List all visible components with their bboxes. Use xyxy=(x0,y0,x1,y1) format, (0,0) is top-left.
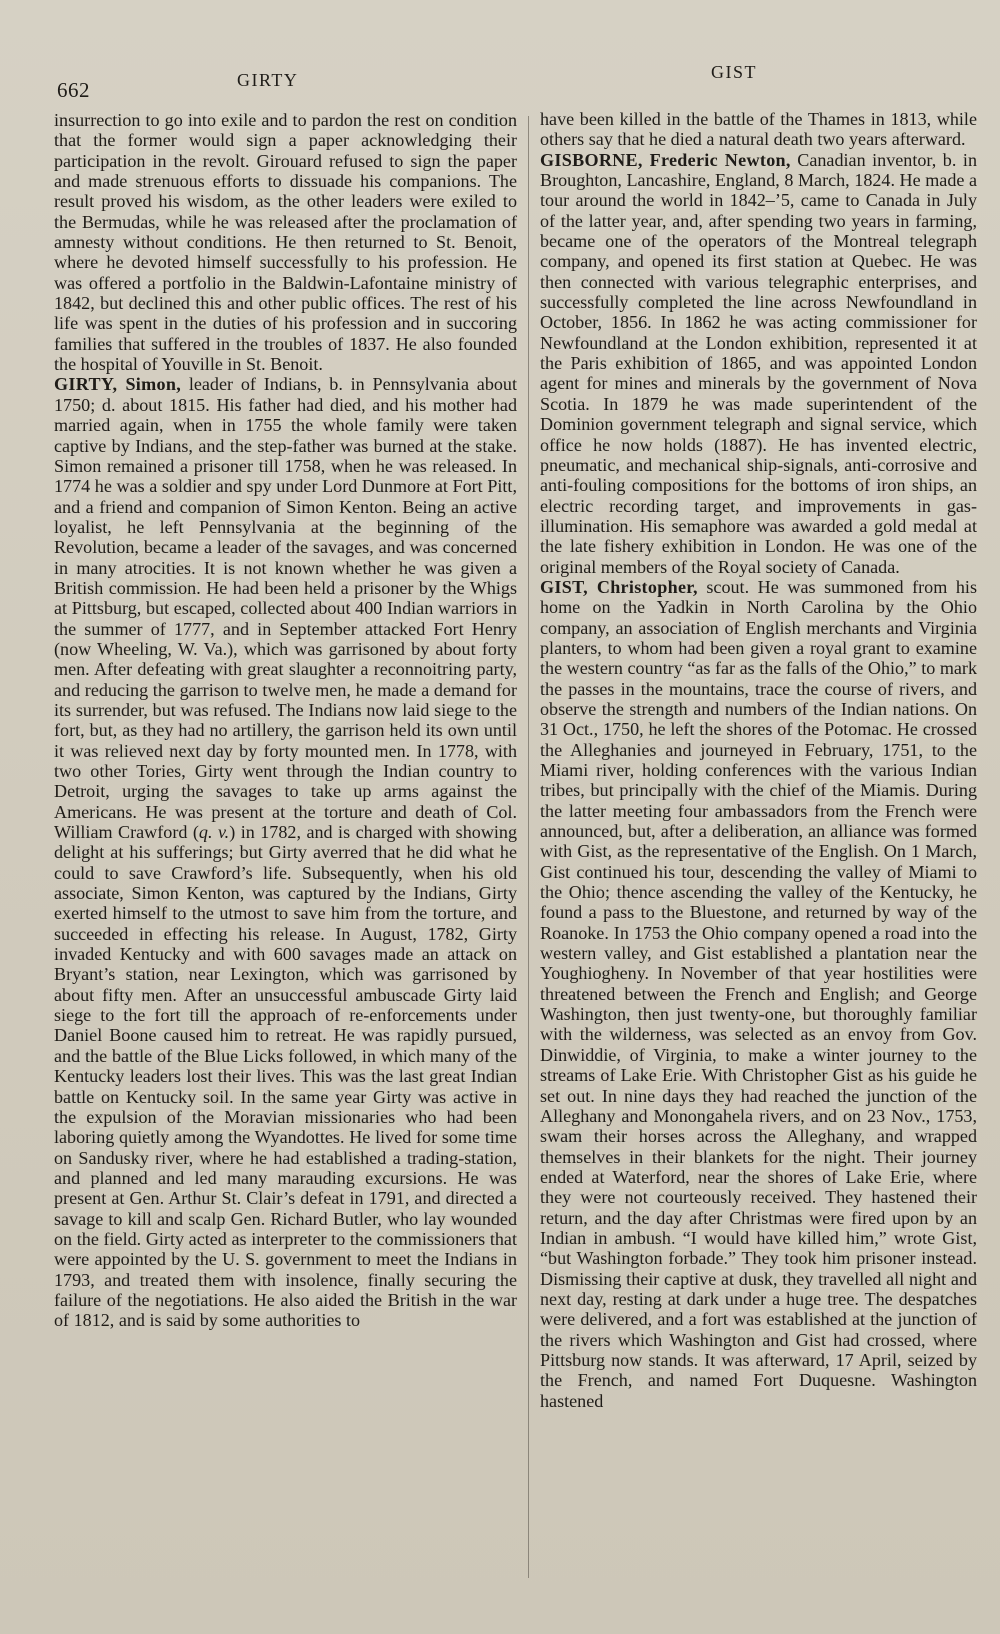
entry-text: scout. He was summoned from his home on the Yadkin in North Carolina by the Ohio company, an association of English merchants and Virginia planters, to whom had been given a royal grant to examine the western country “as far as the falls of the Ohio,” to mark the passes in the mountains, trace the course of rivers, and observe the strength and numbers of the Indian nations. On 31 Oct., 1750, he left the shores of the Potomac. He crossed the Alleghanies and journeyed in February, 1751, to the Miami river, holding conferences with the various Indian tribes, but principally with the chief of the Miamis. During the latter meeting four ambassadors from the French were announced, but, after a deliberation, an alliance was formed with Gist, as the representative of the English. On 1 March, Gist continued his tour, descending the valley of Miami to the Ohio; thence ascending the valley of the Kentucky, he found a pass to the Bluestone, and returned by way of the Roanoke. In 1753 the Ohio company opened a road into the western valley, and Gist established a plantation near the Youghiogheny. In November of that year hostilities were threatened between the French and English; and George Washington, then just twenty-one, but thoroughly familiar with the wilderness, was selected as an envoy from Gov. Dinwiddie, of Virginia, to make a winter journey to the streams of Lake Erie. With Christopher Gist as his guide he set out. In nine days they had reached the junction of the Alleghany and Monongahela rivers, and on 23 Nov., 1753, swam their horses across the Alleghany, and wrapped themselves in their blankets for the night. Their journey ended at Waterford, near the shores of Lake Erie, where they were not courteously received. They hastened their return, and the day after Christmas were fired upon by an Indian in ambush. “I would have killed him,” wrote Gist, “but Washington forbade.” They took him prisoner instead. Dismissing their captive at dusk, they travelled all night and next day, resting at dark under a huge tree. The despatches were delivered, and a fort was established at the junction of the rivers which Washington and Gist had crossed, where Pittsburg now stands. It was afterward, 17 April, seized by the French, and named Fort Duquesne. Washington hastened xyxy=(540,576,977,1411)
headword-girty: GIRTY, Simon, xyxy=(54,374,182,395)
column-divider xyxy=(528,116,529,1578)
right-running-head: GIST xyxy=(711,62,757,82)
entry-girty-simon xyxy=(54,374,517,1330)
left-column xyxy=(54,110,517,1331)
entry-text: Canadian inventor, b. in Broughton, Lancashire, England, 8 March, 1824. He made a tour around the world in 1842–’5, came to Canada in July of the latter year, and, after spending two years in farming, became one of the operators of the Montreal telegraph company, and opened its first station at Quebec. He was then connected with various telegraphic enterprises, and successfully completed the line across Newfoundland in October, 1856. In 1862 he was acting commissioner for Newfoundland at the London exhibition, represented it at the Paris exhibition of 1865, and was appointed London agent for mines and minerals by the government of Nova Scotia. In 1879 he was made superintendent of the Dominion government telegraph and signal service, which office he now holds (1887). He has invented electric, pneumatic, and mechanical ship-signals, anti-corrosive and anti-fouling compositions for the bottoms of iron ships, an electric recording target, and improvements in gas-illumination. His semaphore was awarded a gold medal at the late fishery exhibition in London. He was one of the original members of the Royal society of Canada. xyxy=(540,149,977,577)
entry-text: ) in 1782, and is charged with showing delight at his sufferings; but Girty averred that he did what he could to save Crawford’s life. Subsequently, when his old associate, Simon Kenton, was captured by the Indians, Girty exerted himself to the utmost to save him from the torture, and succeeded in effecting his release. In August, 1782, Girty invaded Kentucky and with 600 savages made an attack on Bryant’s station, near Lexington, which was garrisoned by about fifty men. After an unsuccessful ambuscade Girty laid siege to the fort till the approach of re-enforcements under Daniel Boone caused him to retreat. He was rapidly pursued, and the battle of the Blue Licks followed, in which many of the Kentucky leaders lost their lives. This was the last great Indian battle on Kentucky soil. In the same year Girty was active in the expulsion of the Moravian missionaries who had been laboring quietly among the Wyandottes. He lived for some time on Sandusky river, where he had established a trading-station, and planned and led many marauding excursions. He was present at Gen. Arthur St. Clair’s defeat in 1791, and directed a savage to kill and scalp Gen. Richard Butler, who lay wounded on the field. Girty acted as interpreter to the commissioners that were appointed by the U. S. government to meet the Indians in 1793, and treated them with insolence, finally securing the failure of the negotiations. He also aided the British in the war of 1812, and is said by some authorities to xyxy=(54,822,518,1331)
headword-gist: GIST, Christopher, xyxy=(540,576,698,597)
continued-paragraph: have been killed in the battle of the Thames in 1813, while others say that he died a natural death two years afterward. xyxy=(540,109,977,150)
page-number: 662 xyxy=(57,78,90,102)
page-header xyxy=(0,62,1000,102)
entry-gist-christopher xyxy=(540,577,977,1411)
left-running-head: GIRTY xyxy=(237,70,299,90)
entry-gisborne-frederic-newton xyxy=(540,150,977,577)
entry-text: leader of Indians, b. in Pennsylvania about 1750; d. about 1815. His father had died, and his mother had married again, when in 1755 the whole family were taken captive by Indians, and the step-father was burned at the stake. Simon remained a prisoner till 1758, when he was released. In 1774 he was a soldier and spy under Lord Dunmore at Fort Pitt, and a friend and companion of Simon Kenton. Being an active loyalist, he left Pennsylvania at the beginning of the Revolution, became a leader of the savages, and was concerned in many atrocities. It is not known whether he was given a British commission. He had been held a prisoner by the Whigs at Pittsburg, but escaped, collected about 400 Indian warriors in the summer of 1777, and in September attacked Fort Henry (now Wheeling, W. Va.), which was garrisoned by about forty men. After defeating with great slaughter a reconnoitring party, and reducing the garrison to twelve men, he made a demand for its surrender, but was refused. The Indians now laid siege to the fort, but, as they had no artillery, the garrison held its own until it was relieved next day by forty mounted men. In 1778, with two other Tories, Girty went through the Indian country to Detroit, urging the savages to take up arms against the Americans. He was present at the torture and death of Col. William Crawford ( xyxy=(54,374,518,843)
right-column xyxy=(540,109,977,1411)
headword-gisborne: GISBORNE, Frederic Newton, xyxy=(540,149,791,170)
continued-paragraph: insurrection to go into exile and to pardon the rest on condition that the former would sign a paper acknowledging their participation in the revolt. Girouard refused to sign the paper and made strenuous efforts to dissuade his companions. The result proved his wisdom, as the other leaders were exiled to the Bermudas, while he was released after the proclamation of amnesty without conditions. He then returned to St. Benoit, where he devoted himself successfully to his profession. He was offered a portfolio in the Baldwin-Lafontaine ministry of 1842, but declined this and other public offices. The rest of his life was spent in the duties of his profession and in succoring families that suffered in the troubles of 1837. He also founded the hospital of Youville in St. Benoit. xyxy=(54,110,517,375)
cross-reference: q. v. xyxy=(198,822,230,843)
